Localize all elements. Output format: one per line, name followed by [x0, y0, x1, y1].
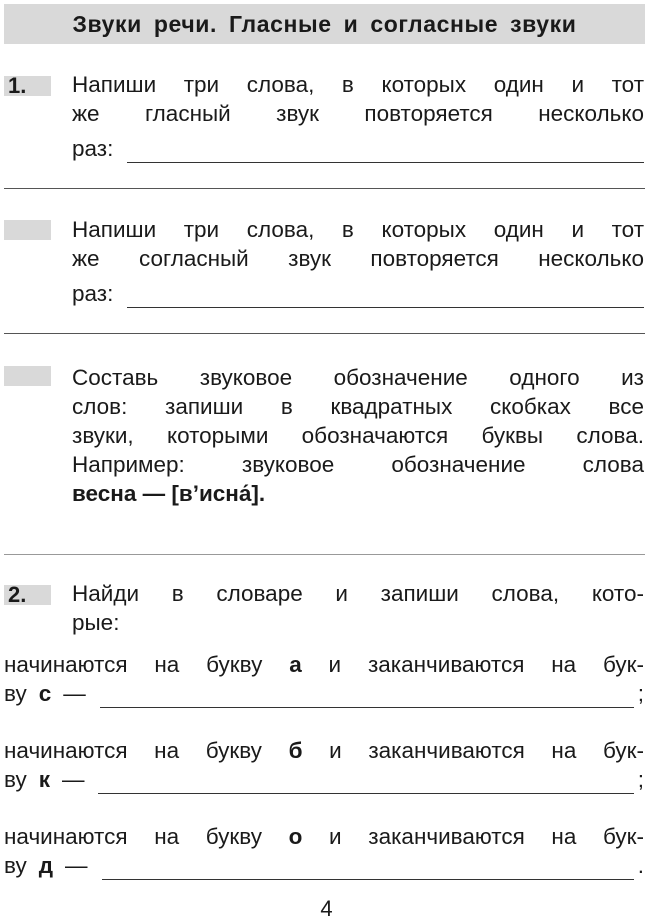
row-text: начинаются на букву а и заканчиваются на бук- — [4, 652, 644, 677]
task-text-line: же гласный звук повторяется несколько — [72, 101, 644, 126]
word-task-row — [4, 650, 644, 708]
task-text-line: звуки, которыми обозначаются буквы слова. — [72, 423, 644, 448]
task-text-line: Напиши три слова, в которых один и тот — [72, 217, 644, 242]
task1-part2 — [72, 215, 644, 308]
end-letter: с — [38, 681, 52, 706]
example-transcription: весна — [в’исна́]. — [72, 481, 266, 506]
answer-row: ву д — . — [4, 853, 644, 878]
task-text-line: Напиши три слова, в которых один и тот — [72, 72, 644, 97]
section-title: Звуки речи. Гласные и согласные звуки — [72, 10, 577, 37]
answer-line-full[interactable] — [4, 188, 645, 189]
task-text-line: Составь звуковое обозначение одного из — [72, 365, 644, 390]
answer-prefix: раз: — [72, 281, 114, 306]
task-text-line: Найди в словаре и запиши слова, кото- — [72, 581, 644, 606]
task-text-line: рые: — [72, 610, 120, 635]
answer-prefix: раз: — [72, 136, 114, 161]
answer-line[interactable] — [102, 857, 634, 880]
word-task-row — [4, 736, 644, 794]
section-title-bar — [4, 4, 645, 44]
answer-line[interactable] — [127, 285, 644, 308]
start-letter: а — [289, 652, 302, 677]
start-letter: о — [288, 824, 303, 849]
answer-row — [72, 279, 644, 308]
subtask-badge — [4, 220, 51, 240]
task1-part1 — [72, 70, 644, 163]
end-letter: д — [38, 853, 54, 878]
answer-line-full[interactable] — [4, 333, 645, 334]
task-number-badge: 1. — [4, 76, 51, 96]
row-text: начинаются на букву б и заканчиваются на бук- — [4, 738, 644, 763]
answer-line[interactable] — [100, 685, 634, 708]
task2-intro — [72, 579, 644, 637]
word-task-row — [4, 822, 644, 880]
page-number: 4 — [320, 896, 333, 921]
subtask-badge — [4, 366, 51, 386]
task-text-line: же согласный звук повторяется несколько — [72, 246, 644, 271]
task-number-badge: 2. — [4, 585, 51, 605]
row-text: начинаются на букву о и заканчиваются на бук- — [4, 824, 644, 849]
task-text-line: Например: звуковое обозначение слова — [72, 452, 644, 477]
task-text-line: слов: запиши в квадратных скобках все — [72, 394, 644, 419]
answer-row — [72, 134, 644, 163]
start-letter: б — [288, 738, 303, 763]
answer-line[interactable] — [127, 140, 644, 163]
task1-part3 — [72, 363, 644, 508]
answer-line[interactable] — [98, 771, 633, 794]
answer-row: ву с — ; — [4, 681, 644, 706]
answer-row: ву к — ; — [4, 767, 644, 792]
end-letter: к — [38, 767, 50, 792]
section-divider — [4, 554, 645, 555]
